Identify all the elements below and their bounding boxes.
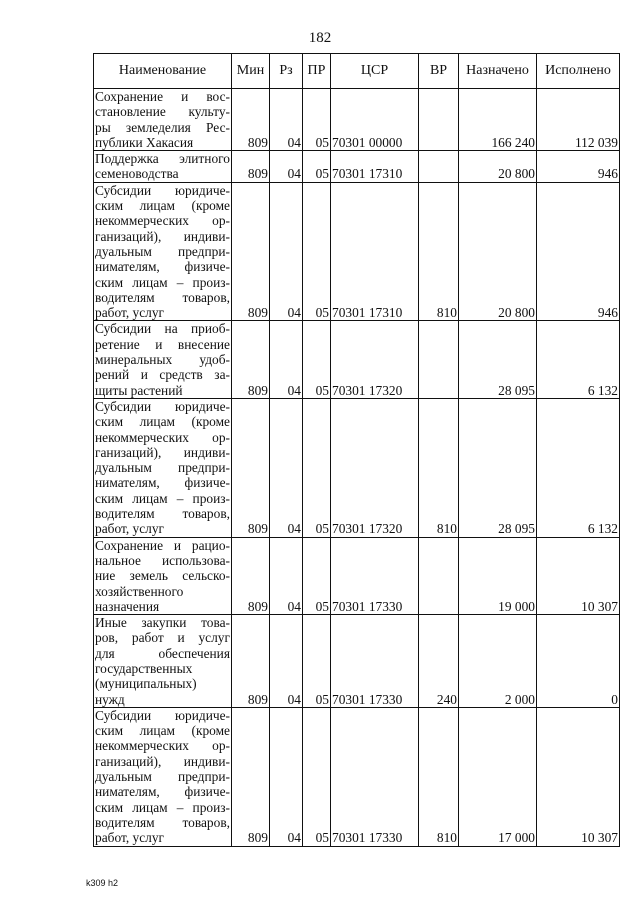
row-rz-cell: 04 [270, 321, 303, 398]
row-assigned-cell: 28 095 [459, 321, 537, 398]
row-name-line: нимателям, физиче- [95, 475, 230, 491]
row-name-line: назначения [95, 598, 160, 614]
budget-table [93, 53, 620, 847]
row-csr-cell: 70301 00000 [331, 89, 419, 151]
row-name-cell [94, 151, 232, 183]
row-executed-cell: 946 [537, 182, 620, 321]
row-name-cell [94, 398, 232, 537]
row-name-line: Поддержка элитного [95, 151, 230, 167]
row-vr-cell: 240 [419, 615, 459, 708]
row-csr-cell: 70301 17330 [331, 537, 419, 614]
row-executed-cell: 0 [537, 615, 620, 708]
header-csr: ЦСР [331, 54, 419, 89]
header-rz: Рз [270, 54, 303, 89]
row-pr-cell: 05 [303, 151, 331, 183]
table-row [94, 321, 620, 398]
header-executed: Исполнено [537, 54, 620, 89]
row-executed-cell: 112 039 [537, 89, 620, 151]
row-name-line: Иные закупки това- [95, 615, 230, 631]
row-name-line: хозяйственного [95, 583, 184, 599]
row-name-line: дуальным предпри- [95, 769, 230, 785]
row-rz-cell: 04 [270, 89, 303, 151]
row-name-line: работ, услуг [95, 305, 165, 321]
row-name-line: щиты растений [95, 382, 183, 398]
row-name-line: нужд [95, 691, 125, 707]
header-min: Мин [232, 54, 270, 89]
row-min-cell: 809 [232, 398, 270, 537]
header-vr: ВР [419, 54, 459, 89]
row-rz-cell: 04 [270, 615, 303, 708]
row-name-line: ганизаций), индиви- [95, 444, 230, 460]
footer-code: k309 h2 [86, 878, 119, 888]
row-name-line: ским лицам (кроме [95, 414, 230, 430]
row-rz-cell: 04 [270, 182, 303, 321]
row-name-line: становление культу- [95, 104, 230, 120]
row-min-cell: 809 [232, 182, 270, 321]
row-name-line: ганизаций), индиви- [95, 228, 230, 244]
row-vr-cell: 810 [419, 398, 459, 537]
row-assigned-cell: 166 240 [459, 89, 537, 151]
row-assigned-cell: 17 000 [459, 707, 537, 846]
table-row [94, 398, 620, 537]
row-name-line: публики Хакасия [95, 134, 194, 150]
row-executed-cell: 10 307 [537, 707, 620, 846]
row-name-cell [94, 321, 232, 398]
row-name-line: Субсидии на приоб- [95, 321, 230, 337]
row-min-cell: 809 [232, 89, 270, 151]
row-assigned-cell: 19 000 [459, 537, 537, 614]
row-name-line: ским лицам – произ- [95, 274, 230, 290]
table-row [94, 537, 620, 614]
row-assigned-cell: 28 095 [459, 398, 537, 537]
row-pr-cell: 05 [303, 398, 331, 537]
row-name-line: ским лицам – произ- [95, 799, 230, 815]
row-csr-cell: 70301 17310 [331, 182, 419, 321]
row-name-line: Субсидии юридиче- [95, 707, 230, 723]
row-name-line: водителям товаров, [95, 506, 230, 522]
row-assigned-cell: 20 800 [459, 151, 537, 183]
row-csr-cell: 70301 17310 [331, 151, 419, 183]
row-min-cell: 809 [232, 321, 270, 398]
row-min-cell: 809 [232, 707, 270, 846]
row-rz-cell: 04 [270, 398, 303, 537]
row-name-line: Сохранение и рацио- [95, 537, 230, 553]
row-name-line: некоммерческих ор- [95, 738, 230, 754]
row-assigned-cell: 20 800 [459, 182, 537, 321]
row-name-line: некоммерческих ор- [95, 213, 230, 229]
row-csr-cell: 70301 17330 [331, 707, 419, 846]
row-name-line: Сохранение и вос- [95, 89, 230, 104]
row-pr-cell: 05 [303, 707, 331, 846]
row-name-line: ским лицам (кроме [95, 198, 230, 214]
header-assigned: Назначено [459, 54, 537, 89]
row-name-line: (муниципальных) [95, 676, 197, 692]
row-vr-cell [419, 537, 459, 614]
row-name-line: нальное использова- [95, 552, 230, 568]
table-body [94, 89, 620, 847]
row-executed-cell: 946 [537, 151, 620, 183]
row-name-line: ским лицам (кроме [95, 723, 230, 739]
row-name-line: для обеспечения [95, 645, 230, 661]
row-name-line: нимателям, физиче- [95, 784, 230, 800]
row-name-line: минеральных удоб- [95, 352, 230, 368]
row-name-cell [94, 182, 232, 321]
row-name-line: Субсидии юридиче- [95, 182, 230, 198]
table-row [94, 615, 620, 708]
row-name-line: некоммерческих ор- [95, 429, 230, 445]
row-vr-cell: 810 [419, 182, 459, 321]
header-name: Наименование [94, 54, 232, 89]
row-csr-cell: 70301 17320 [331, 398, 419, 537]
row-name-line: ским лицам – произ- [95, 490, 230, 506]
row-name-line: Субсидии юридиче- [95, 398, 230, 414]
row-name-line: рений и средств за- [95, 367, 230, 383]
row-name-cell [94, 537, 232, 614]
row-name-cell [94, 615, 232, 708]
row-vr-cell [419, 321, 459, 398]
page-number: 182 [308, 30, 332, 46]
row-vr-cell: 810 [419, 707, 459, 846]
row-pr-cell: 05 [303, 89, 331, 151]
row-vr-cell [419, 89, 459, 151]
row-name-cell [94, 707, 232, 846]
row-name-line: водителям товаров, [95, 289, 230, 305]
row-pr-cell: 05 [303, 321, 331, 398]
row-min-cell: 809 [232, 537, 270, 614]
row-name-line: ганизаций), индиви- [95, 753, 230, 769]
row-rz-cell: 04 [270, 707, 303, 846]
row-pr-cell: 05 [303, 615, 331, 708]
row-rz-cell: 04 [270, 537, 303, 614]
row-executed-cell: 6 132 [537, 321, 620, 398]
row-pr-cell: 05 [303, 537, 331, 614]
row-vr-cell [419, 151, 459, 183]
row-name-line: ние земель сельско- [95, 568, 230, 584]
row-executed-cell: 10 307 [537, 537, 620, 614]
row-name-line: нимателям, физиче- [95, 259, 230, 275]
row-name-cell [94, 89, 232, 151]
header-pr: ПР [303, 54, 331, 89]
row-name-line: работ, услуг [95, 830, 165, 846]
row-name-line: государственных [95, 660, 193, 676]
row-name-line: семеноводства [95, 166, 179, 182]
row-csr-cell: 70301 17320 [331, 321, 419, 398]
row-executed-cell: 6 132 [537, 398, 620, 537]
row-name-line: дуальным предпри- [95, 460, 230, 476]
row-rz-cell: 04 [270, 151, 303, 183]
table-row [94, 182, 620, 321]
row-name-line: ры земледелия Рес- [95, 119, 230, 135]
row-pr-cell: 05 [303, 182, 331, 321]
table-row [94, 89, 620, 151]
row-name-line: ретение и внесение [95, 336, 230, 352]
row-name-line: дуальным предпри- [95, 243, 230, 259]
row-name-line: работ, услуг [95, 521, 165, 537]
row-name-line: водителям товаров, [95, 814, 230, 830]
row-min-cell: 809 [232, 615, 270, 708]
table-row [94, 151, 620, 183]
row-csr-cell: 70301 17330 [331, 615, 419, 708]
row-name-line: ров, работ и услуг [95, 630, 230, 646]
row-min-cell: 809 [232, 151, 270, 183]
table-header-row [94, 54, 620, 89]
table-row [94, 707, 620, 846]
row-assigned-cell: 2 000 [459, 615, 537, 708]
